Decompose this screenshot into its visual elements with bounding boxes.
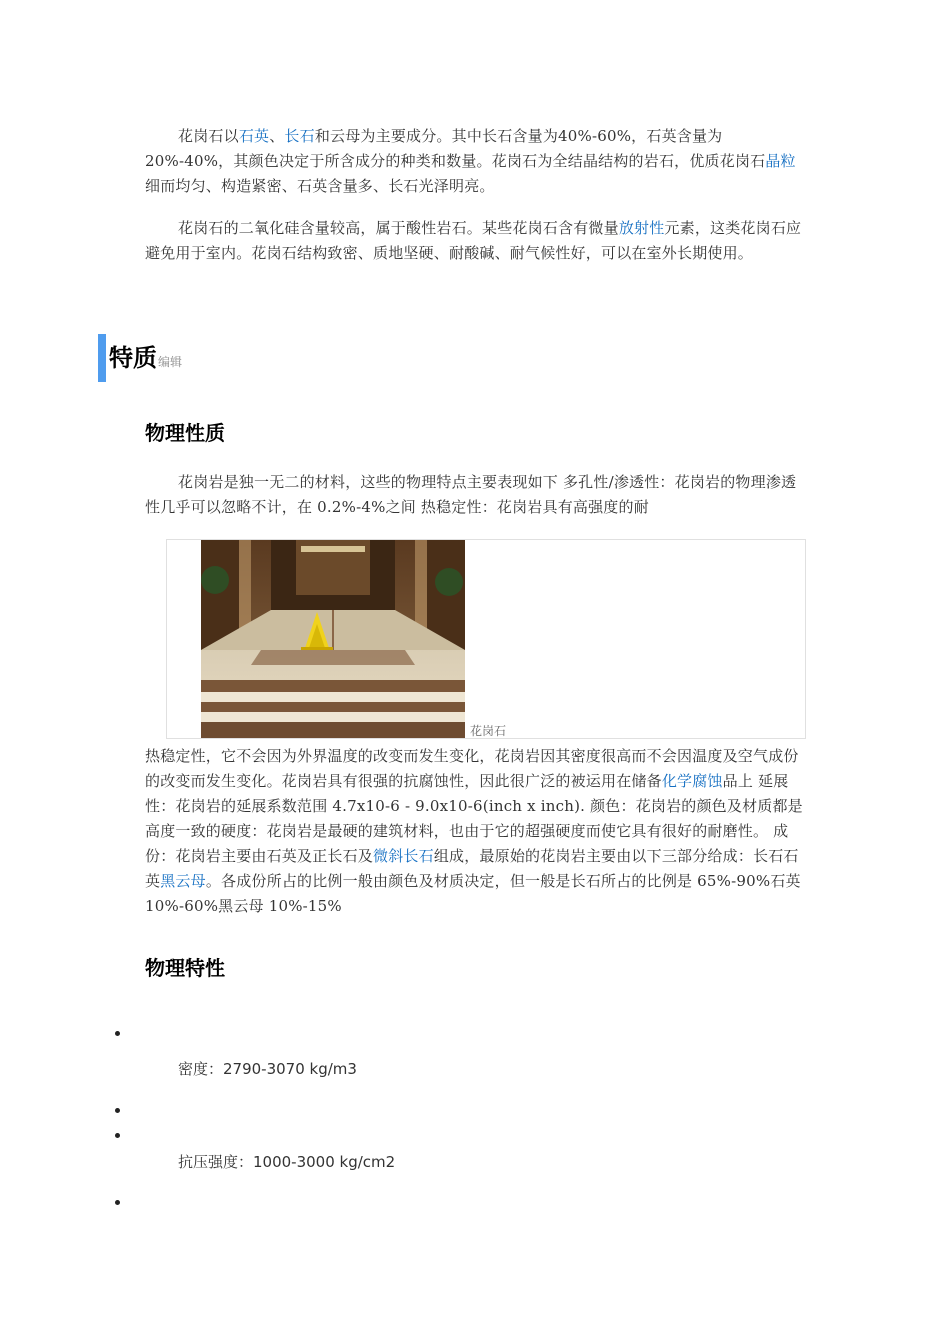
link-grain[interactable]: 晶粒 bbox=[765, 152, 796, 170]
link-quartz[interactable]: 石英 bbox=[238, 127, 270, 145]
list-bullet bbox=[115, 1108, 120, 1113]
text-run: 。各成份所占的比例一般由颜色及材质决定，但一般是长石所占的比例是 65%-90%石英 10%-60%黑云母 10%-15% bbox=[145, 872, 801, 915]
link-radioactivity[interactable]: 放射性 bbox=[618, 219, 665, 237]
intro-paragraph-2 bbox=[145, 216, 807, 266]
list-bullet bbox=[115, 1200, 120, 1205]
text-run: 、 bbox=[269, 127, 285, 145]
list-bullet bbox=[115, 1031, 120, 1036]
link-biotite[interactable]: 黑云母 bbox=[160, 872, 206, 890]
physical-properties-paragraph-2 bbox=[145, 744, 807, 919]
subheading-physical-traits: 物理特性 bbox=[145, 956, 225, 980]
link-feldspar[interactable]: 长石 bbox=[284, 127, 315, 145]
granite-floor-illustration bbox=[201, 540, 465, 738]
text-run: 花岗石以 bbox=[178, 127, 239, 145]
text-run: 热稳定性，它不会因为外界温度的改变而发生变化，花岗岩因其密度很高而不会因温度及空气成份的改变而发生变化。花岗岩具有很强的抗腐蚀性，因此很广泛的被运用在储备 bbox=[145, 747, 799, 790]
section-title: 特质 bbox=[109, 344, 157, 372]
list-bullet bbox=[115, 1133, 120, 1138]
figure-box bbox=[166, 539, 806, 739]
figure-caption: 花岗石 bbox=[470, 724, 507, 738]
subheading-physical-properties: 物理性质 bbox=[145, 421, 225, 445]
link-chemical-corrosion[interactable]: 化学腐蚀 bbox=[661, 772, 723, 790]
text-run: 组成，最原始的花岗岩主要由以下三部分给成：长石石英 bbox=[145, 847, 799, 890]
list-item-compressive-strength: 抗压强度：1000-3000 kg/cm2 bbox=[178, 1153, 396, 1171]
list-item-density: 密度：2790-3070 kg/m3 bbox=[178, 1060, 357, 1078]
text-run: 花岗石的二氧化硅含量较高，属于酸性岩石。某些花岗石含有微量 bbox=[178, 219, 619, 237]
text-run: 细而均匀、构造紧密、石英含量多、长石光泽明亮。 bbox=[145, 177, 495, 195]
text-run: 品上 延展性：花岗岩的延展系数范围 4.7x10-6 - 9.0x10-6(inch x inch). 颜色：花岗岩的颜色及材质都是高度一致的硬度：花岗岩是最硬的建筑材料，也由于它的超强硬度而使它具有很好的耐磨性。 成份：花岗岩主要由石英及正长石及 bbox=[145, 772, 803, 865]
text-run: 元素，这类花岗石应避免用于室内。花岗石结构致密、质地坚硬、耐酸碱、耐气候性好，可以在室外长期使用。 bbox=[145, 219, 802, 262]
section-accent-bar bbox=[98, 334, 106, 382]
text-run: 和云母为主要成分。其中长石含量为40%-60%，石英含量为20%-40%，其颜色决定于所含成分的种类和数量。花岗石为全结晶结构的岩石，优质花岗石 bbox=[145, 127, 766, 170]
section-edit-link[interactable]: 编辑 bbox=[158, 355, 183, 369]
intro-paragraph-1 bbox=[145, 124, 807, 199]
link-microcline[interactable]: 微斜长石 bbox=[373, 847, 434, 865]
section-heading bbox=[109, 340, 182, 380]
physical-properties-paragraph-1: 花岗岩是独一无二的材料，这些的物理特点主要表现如下 多孔性/渗透性：花岗岩的物理渗透性几乎可以忽略不计，在 0.2%-4%之间 热稳定性：花岗岩具有高强度的耐 bbox=[145, 473, 797, 516]
granite-floor-photo[interactable] bbox=[201, 540, 465, 738]
